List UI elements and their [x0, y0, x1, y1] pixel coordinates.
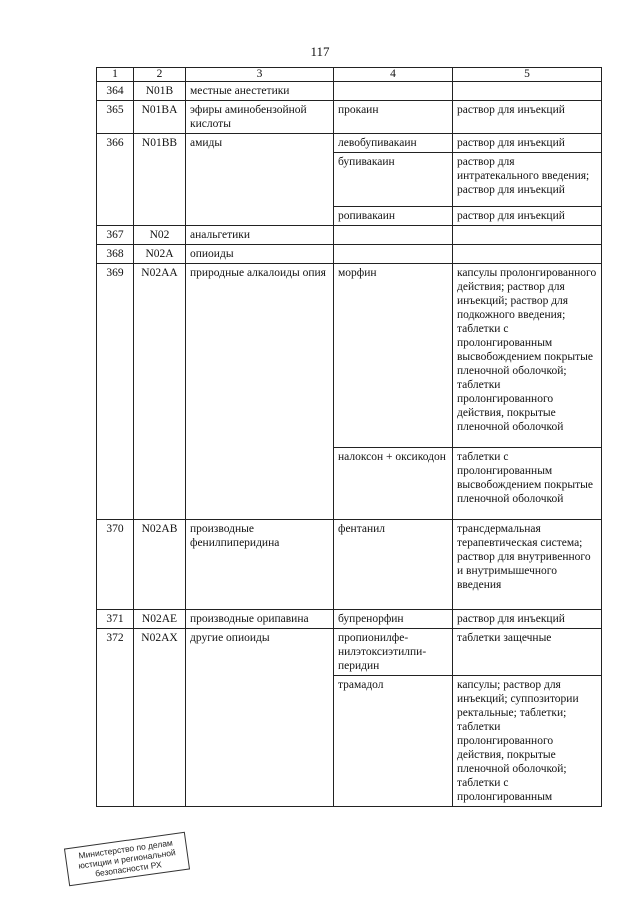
row-number-cell: 366 [97, 134, 134, 226]
column-header: 2 [134, 68, 186, 82]
table-row [97, 82, 602, 101]
header-row [97, 68, 602, 82]
row-number-cell: 368 [97, 245, 134, 264]
dosage-form-cell: раствор для интратекального введения; раствор для инъекций [453, 153, 602, 207]
group-name-cell: опиоиды [186, 245, 334, 264]
dosage-form-cell: таблетки с пролонгированным высвобождением покрытые пленочной оболочкой [453, 448, 602, 520]
drug-name-cell: морфин [334, 264, 453, 448]
table-row [97, 629, 602, 676]
column-header: 5 [453, 68, 602, 82]
drug-name-cell: фентанил [334, 520, 453, 610]
table-row [97, 134, 602, 153]
drug-name-cell: ропивакаин [334, 207, 453, 226]
dosage-form-cell: раствор для инъекций [453, 101, 602, 134]
drug-name-cell: бупренорфин [334, 610, 453, 629]
group-name-cell: анальгетики [186, 226, 334, 245]
row-number-cell: 365 [97, 101, 134, 134]
table-body [97, 82, 602, 807]
column-header: 4 [334, 68, 453, 82]
group-name-cell: производные фенилпиперидина [186, 520, 334, 610]
atc-code-cell: N01BB [134, 134, 186, 226]
group-name-cell: амиды [186, 134, 334, 226]
row-number-cell: 369 [97, 264, 134, 520]
dosage-form-cell [453, 245, 602, 264]
group-name-cell: местные анестетики [186, 82, 334, 101]
row-number-cell: 364 [97, 82, 134, 101]
dosage-form-cell: капсулы пролонгированного действия; раствор для инъекций; раствор для подкожного введения; таблетки с пролонгированным высвобождением покрытые пленочной оболочкой; таблетки пролонгированного действия, покрытые пленочной оболочкой [453, 264, 602, 448]
drug-name-cell [334, 245, 453, 264]
table-row [97, 245, 602, 264]
table-row [97, 610, 602, 629]
dosage-form-cell: раствор для инъекций [453, 207, 602, 226]
row-number-cell: 372 [97, 629, 134, 807]
table-row [97, 101, 602, 134]
table-row [97, 264, 602, 448]
drug-name-cell: налоксон + оксикодон [334, 448, 453, 520]
table-row [97, 520, 602, 610]
group-name-cell: другие опиоиды [186, 629, 334, 807]
registration-stamp: Министерство по делам юстиции и региональной безопасности РХ [64, 832, 190, 887]
row-number-cell: 371 [97, 610, 134, 629]
atc-code-cell: N01BA [134, 101, 186, 134]
drug-name-cell: трамадол [334, 676, 453, 807]
group-name-cell: производные орипавина [186, 610, 334, 629]
atc-code-cell: N02A [134, 245, 186, 264]
column-header: 1 [97, 68, 134, 82]
drug-name-cell: пропионилфе-нилэтоксиэтилпи-перидин [334, 629, 453, 676]
drug-name-cell: бупивакаин [334, 153, 453, 207]
dosage-form-cell: трансдермальная терапевтическая система; раствор для внутривенного и внутримышечного введения [453, 520, 602, 610]
atc-code-cell: N02AB [134, 520, 186, 610]
page-number: 117 [310, 44, 330, 59]
atc-code-cell: N01B [134, 82, 186, 101]
drug-name-cell: прокаин [334, 101, 453, 134]
group-name-cell: эфиры аминобензойной кислоты [186, 101, 334, 134]
drug-name-cell: левобупивакаин [334, 134, 453, 153]
dosage-form-cell [453, 226, 602, 245]
dosage-form-cell: раствор для инъекций [453, 134, 602, 153]
atc-code-cell: N02AX [134, 629, 186, 807]
drug-name-cell [334, 82, 453, 101]
table-row [97, 226, 602, 245]
dosage-form-cell: капсулы; раствор для инъекций; суппозитории ректальные; таблетки; таблетки пролонгированного действия, покрытые пленочной оболочкой; таблетки с пролонгированным [453, 676, 602, 807]
row-number-cell: 370 [97, 520, 134, 610]
atc-code-cell: N02AA [134, 264, 186, 520]
dosage-form-cell [453, 82, 602, 101]
drug-table [96, 67, 602, 807]
atc-code-cell: N02AE [134, 610, 186, 629]
dosage-form-cell: раствор для инъекций [453, 610, 602, 629]
row-number-cell: 367 [97, 226, 134, 245]
atc-code-cell: N02 [134, 226, 186, 245]
group-name-cell: природные алкалоиды опия [186, 264, 334, 520]
dosage-form-cell: таблетки защечные [453, 629, 602, 676]
drug-name-cell [334, 226, 453, 245]
column-header: 3 [186, 68, 334, 82]
